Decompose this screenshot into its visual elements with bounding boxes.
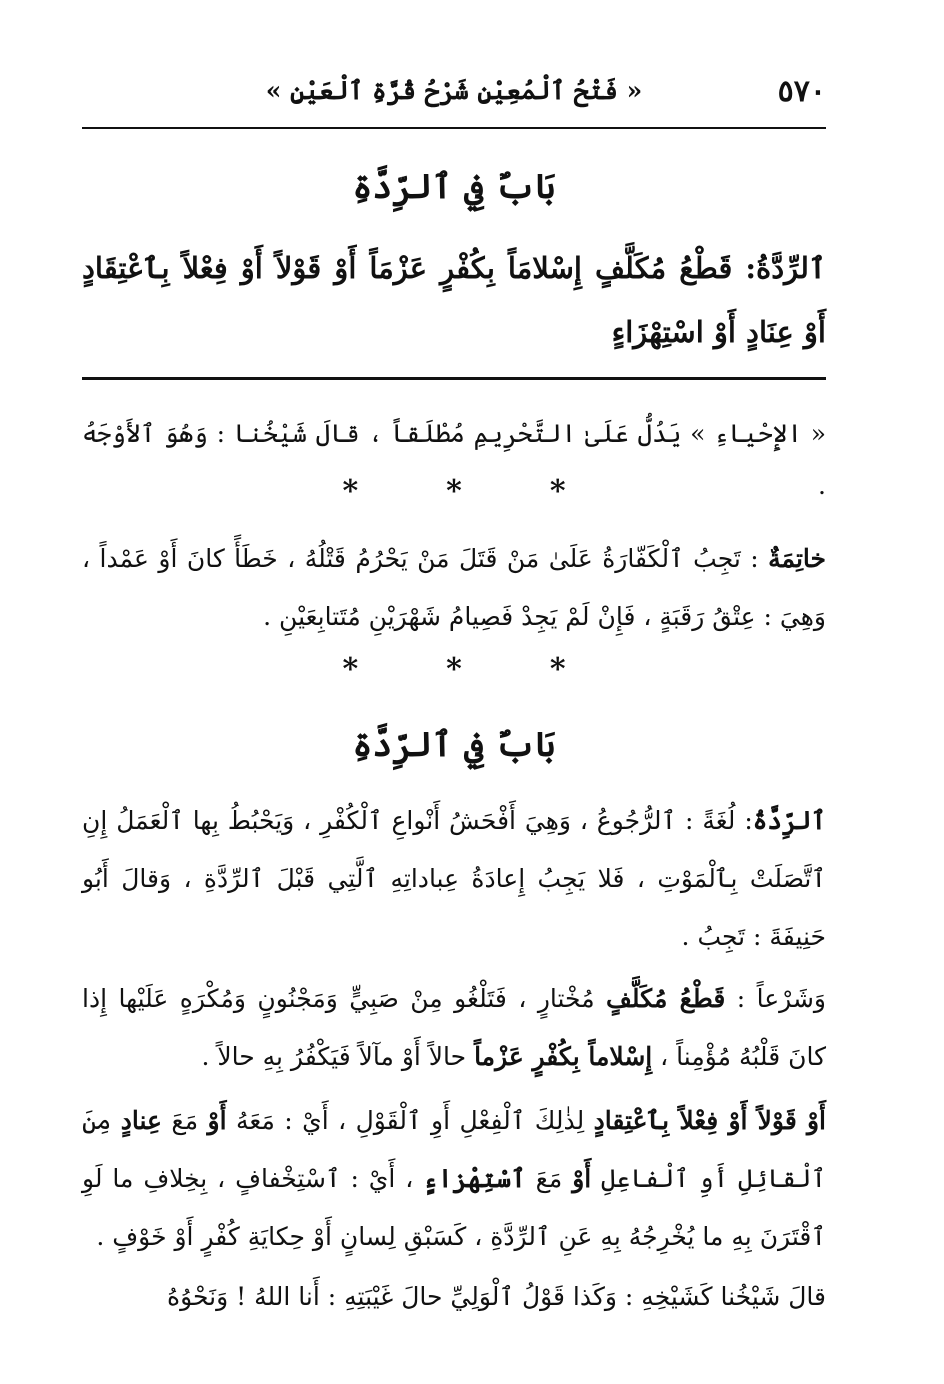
book-title: « فَتْحُ ٱلْمُعِيْنِ شَرْحُ قُرَّةِ ٱلْعَيْنِ »: [265, 76, 643, 105]
matn-quote: عِنادٍ: [120, 1106, 162, 1135]
star-ornament: *: [342, 652, 359, 687]
matn-quote: ٱسْتِهْزاءٍ: [423, 1164, 526, 1193]
star-ornament: *: [549, 652, 566, 687]
definition-paragraph: [82, 792, 826, 966]
text-segment: وَشَرْعاً :: [725, 984, 826, 1013]
star-ornament: *: [446, 474, 462, 509]
matn-separator-rule: [82, 377, 826, 380]
header-rule: [82, 127, 826, 129]
text-segment: ، أَيْ : ٱسْتِخْفافٍ ، بِخِلافِ ما لَوِ ٱقْتَرَنَ بِهِ ما يُخْرِجُهُ بِهِ عَنِ ٱلرِّدَّةِ ، كَسَبْقِ لِسانٍ أَوْ حِكايَةِ كُفْرٍ أَوْ خَوْفٍ .: [82, 1164, 826, 1251]
explanation-paragraph: [82, 1092, 826, 1266]
star-ornament: *: [446, 652, 462, 687]
matn-quote: أَوْ قَوْلاً أَوْ فِعْلاً بِٱعْتِقادٍ: [593, 1106, 826, 1135]
conclusion-text: : تَجِبُ ٱلْكَفّارَةُ عَلَىٰ مَنْ قَتَلَ مَنْ يَحْرُمُ قَتْلُهُ ، خَطَأً كانَ أَوْ عَمْداً ، وَهِيَ : عِتْقُ رَقَبَةٍ ، فَإِنْ لَمْ يَجِدْ فَصِيامُ شَهْرَيْنِ مُتَتابِعَيْنِ .: [82, 544, 826, 631]
term-label: ٱلرِّدَّةُ: [752, 806, 826, 835]
matn-quote: إِسْلاماً بِكُفْرٍ عَزْماً: [474, 1042, 653, 1071]
section-divider-stars: [82, 652, 826, 687]
text-segment: مُخْتارٍ ، فَتَلْغُو مِنْ صَبِيٍّ وَمَجْنُونٍ وَمُكْرَهٍ عَلَيْها إِذا كانَ قَلْبُهُ مُؤْمِناً ،: [82, 984, 826, 1071]
star-ornament: *: [342, 474, 359, 509]
definition-text: : لُغَةً : ٱلرُّجُوعُ ، وَهِيَ أَفْحَشُ أَنْواعِ ٱلْكُفْرِ ، وَيَحْبُطُ بِها ٱلْعَمَلُ إِنِ ٱتَّصَلَتْ بِٱلْمَوْتِ ، فَلا يَجِبُ إِعادَةُ عِباداتِهِ ٱلَّتِي قَبْلَ ٱلرِّدَّةِ ، وَقالَ أَبُو حَنِيفَةَ : تَجِبُ .: [82, 806, 826, 951]
matn-quote: أَوْ: [207, 1106, 227, 1135]
text-segment: مَعَ: [525, 1164, 573, 1193]
section-divider-stars: [82, 474, 826, 509]
text-segment: حالاً أَوْ مآلاً فَيَكْفُرُ بِهِ حالاً .: [201, 1042, 475, 1071]
chapter-heading: بَابٌ فِي ٱلرِّدَّةِ: [352, 167, 556, 207]
closing-paragraph: قالَ شَيْخُنا كَشَيْخِهِ : وَكَذا قَوْلُ ٱلْوَلِيِّ حالَ غَيْبَتِهِ : أَنا اللهُ ! وَنَحْوُهُ: [166, 1282, 826, 1311]
page-number: ٥٧٠: [777, 74, 826, 109]
conclusion-label: خاتِمَةٌ: [768, 544, 826, 573]
conclusion-paragraph: [82, 530, 826, 646]
star-ornament: *: [549, 474, 566, 509]
matn-text: ٱلرِّدَّةُ: قَطْعُ مُكَلَّفٍ إِسْلامَاً بِكُفْرٍ عَزْمَاً أَوْ قَوْلاً أَوْ فِعْلاً بِٱعْتِقَادٍ أَوْ عِنَادٍ أَوْ اسْتِهْزَاءٍ: [82, 251, 826, 349]
legal-definition-paragraph: [82, 970, 826, 1086]
text-segment: لِذٰلِكَ ٱلْفِعْلِ أَوِ ٱلْقَوْلِ ، أَيْ : مَعَهُ: [226, 1106, 594, 1135]
matn-quote: أَوْ: [572, 1164, 592, 1193]
running-header: [82, 68, 826, 114]
text-segment: مِنَ ٱلْقائِلِ أَوِ ٱلْفاعِلِ: [82, 1106, 827, 1193]
commentary-paragraph: « الإِحْياءِ » يَدُلُّ عَلَىٰ التَّحْرِيمِ مُطْلَقاً ، قالَ شَيْخُنا : وَهُوَ ٱلأَوْجَهُ .: [82, 419, 826, 500]
chapter-heading-commentary: بَابٌ فِي ٱلرِّدَّةِ: [352, 725, 556, 765]
text-segment: مَعَ: [161, 1106, 208, 1135]
matn-quote: قَطْعُ مُكَلَّفٍ: [606, 984, 726, 1013]
